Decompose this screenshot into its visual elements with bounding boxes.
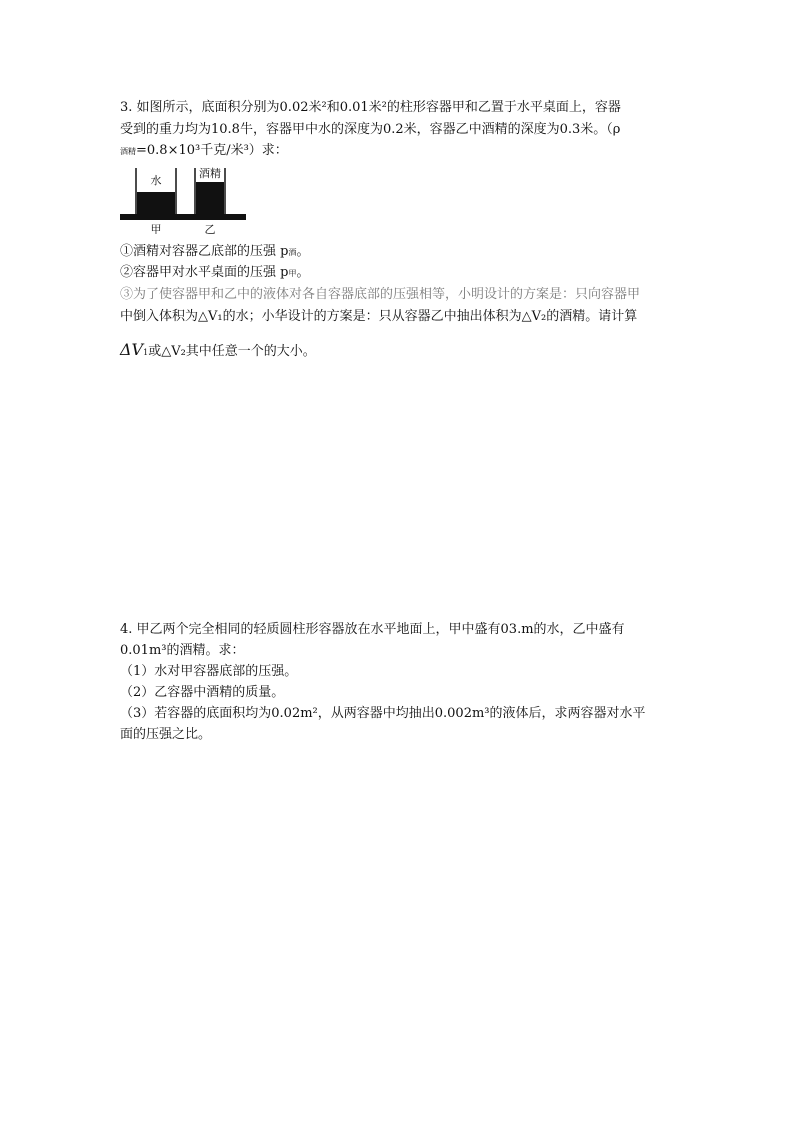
table-surface xyxy=(120,214,246,220)
containers-figure xyxy=(118,164,248,234)
q4-item-1: （1）水对甲容器底部的压强。 xyxy=(120,664,298,679)
q3-item-3-line-3: ΔV1或△V₂其中任意一个的大小。 xyxy=(120,340,316,359)
q4-item-2: （2）乙容器中酒精的质量。 xyxy=(120,685,285,700)
delta-v-symbol: ΔV xyxy=(120,340,144,359)
rho-subscript: 酒精 xyxy=(120,147,136,156)
q3-item-2: ②容器甲对水平桌面的压强 p甲。 xyxy=(120,265,310,280)
q3-line-2: 受到的重力均为10.8牛，容器甲中水的深度为0.2米，容器乙中酒精的深度为0.3米。（ρ xyxy=(120,122,621,137)
q4-line-1: 4. 甲乙两个完全相同的轻质圆柱形容器放在水平地面上，甲中盛有03.m的水，乙中盛有 xyxy=(120,622,625,637)
q3-line-3 xyxy=(120,141,288,162)
alcohol-label: 酒精 xyxy=(199,167,221,180)
q4-item-3-line-2: 面的压强之比。 xyxy=(120,727,212,742)
q3-line-3-text: =0.8×10³千克/米³）求： xyxy=(136,143,288,158)
q4-item-3-line-1: （3）若容器的底面积均为0.02m²，从两容器中均抽出0.002m³的液体后，求两容器对水平 xyxy=(120,706,646,721)
label-yi: 乙 xyxy=(204,223,216,234)
label-jia: 甲 xyxy=(150,223,162,234)
q3-line-1: 3. 如图所示，底面积分别为0.02米²和0.01米²的柱形容器甲和乙置于水平桌面上，容器 xyxy=(120,100,621,115)
q3-item-3-line-1: ③为了使容器甲和乙中的液体对各自容器底部的压强相等，小明设计的方案是：只向容器甲 xyxy=(120,287,641,302)
q4-line-2: 0.01m³的酒精。求： xyxy=(120,643,245,658)
q3-item-1: ①酒精对容器乙底部的压强 p酒。 xyxy=(120,244,310,259)
water-label: 水 xyxy=(150,174,162,187)
q3-item-3-line-2: 中倒入体积为△V₁的水；小华设计的方案是：只从容器乙中抽出体积为△V₂的酒精。请计算 xyxy=(120,309,638,324)
